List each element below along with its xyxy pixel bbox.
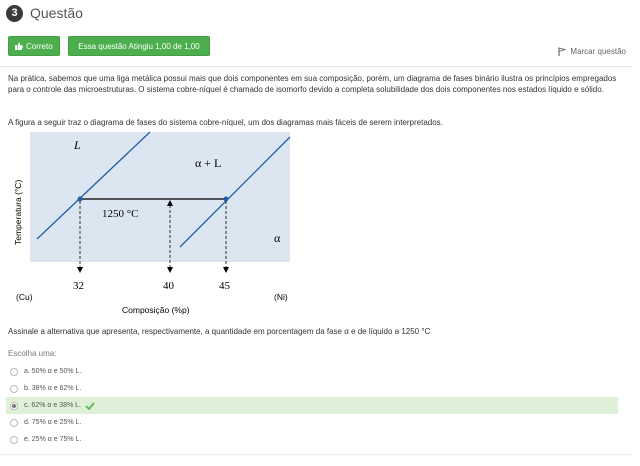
answer-option-label[interactable]: b. 38% α e 62% L. bbox=[24, 385, 82, 392]
answer-option-label[interactable]: a. 50% α e 50% L. bbox=[24, 368, 82, 375]
answer-option-a[interactable] bbox=[6, 363, 618, 380]
tick-45: 45 bbox=[219, 280, 230, 292]
right-end-label: (Ni) bbox=[274, 292, 288, 302]
diagram-background bbox=[30, 132, 290, 262]
checkmark-icon bbox=[85, 402, 95, 410]
radio-button[interactable] bbox=[10, 385, 18, 393]
radio-button[interactable] bbox=[10, 419, 18, 427]
x-axis-label: Composição (%p) bbox=[122, 305, 190, 315]
radio-button[interactable] bbox=[10, 368, 18, 376]
question-paragraph-intro: Na prática, sabemos que uma liga metálica possui mais que dois componentes em sua composição, porém, um diagrama de fases binário ilustra os princípios empregados para o controle das microestruturas. O sistema cobre-níquel é chamado de isomorfo devido a completa solubilidade dos dois componentes nos estados líquido e sólido. bbox=[8, 74, 617, 94]
arrow-32 bbox=[77, 267, 83, 273]
region-label-alpha: α bbox=[274, 231, 281, 245]
bottom-divider bbox=[0, 454, 632, 455]
answer-option-label[interactable]: d. 75% α e 25% L. bbox=[24, 419, 82, 426]
correct-status-badge bbox=[8, 36, 60, 56]
arrow-45 bbox=[223, 267, 229, 273]
choose-one-label: Escolha uma: bbox=[8, 349, 57, 358]
question-number-badge: 3 bbox=[6, 5, 23, 22]
temperature-label: 1250 °C bbox=[102, 208, 139, 220]
phase-diagram bbox=[10, 127, 300, 317]
flag-question-link[interactable] bbox=[558, 47, 626, 56]
question-paragraph-figure: A figura a seguir traz o diagrama de fases do sistema cobre-níquel, um dos diagramas mais fáceis de serem interpretados. bbox=[8, 118, 443, 127]
tie-point-right bbox=[224, 197, 229, 202]
region-label-alpha-l: α + L bbox=[195, 156, 222, 170]
answer-option-label[interactable]: c. 62% α e 38% L. bbox=[24, 402, 81, 409]
radio-button[interactable] bbox=[10, 436, 18, 444]
answer-option-c[interactable] bbox=[6, 397, 618, 414]
question-content bbox=[0, 66, 632, 466]
tick-32: 32 bbox=[73, 280, 84, 292]
left-end-label: (Cu) bbox=[16, 292, 33, 302]
tick-40: 40 bbox=[163, 280, 174, 292]
answer-option-label[interactable]: e. 25% α e 75% L. bbox=[24, 436, 82, 443]
tie-point-left bbox=[78, 197, 83, 202]
region-label-l: L bbox=[74, 138, 81, 152]
answer-option-b[interactable] bbox=[6, 380, 618, 397]
question-title: Questão bbox=[30, 5, 83, 21]
arrow-40-down bbox=[167, 267, 173, 273]
answer-option-d[interactable] bbox=[6, 414, 618, 431]
thumbs-up-icon bbox=[15, 42, 23, 50]
question-paragraph-prompt: Assinale a alternativa que apresenta, respectivamente, a quantidade em porcentagem da fase α e de líquido a 1250 °C bbox=[8, 327, 431, 336]
correct-status-label: Correto bbox=[26, 41, 53, 51]
grade-status-label: Essa questão Atingiu 1,00 de 1,00 bbox=[78, 41, 200, 51]
flag-icon bbox=[558, 47, 566, 56]
radio-button-selected[interactable] bbox=[10, 402, 18, 410]
answer-option-e[interactable] bbox=[6, 431, 618, 448]
y-axis-label: Temperatura (°C) bbox=[13, 179, 23, 245]
flag-question-label[interactable]: Marcar questão bbox=[570, 47, 626, 56]
question-header bbox=[6, 3, 83, 23]
grade-status-badge bbox=[68, 36, 210, 56]
